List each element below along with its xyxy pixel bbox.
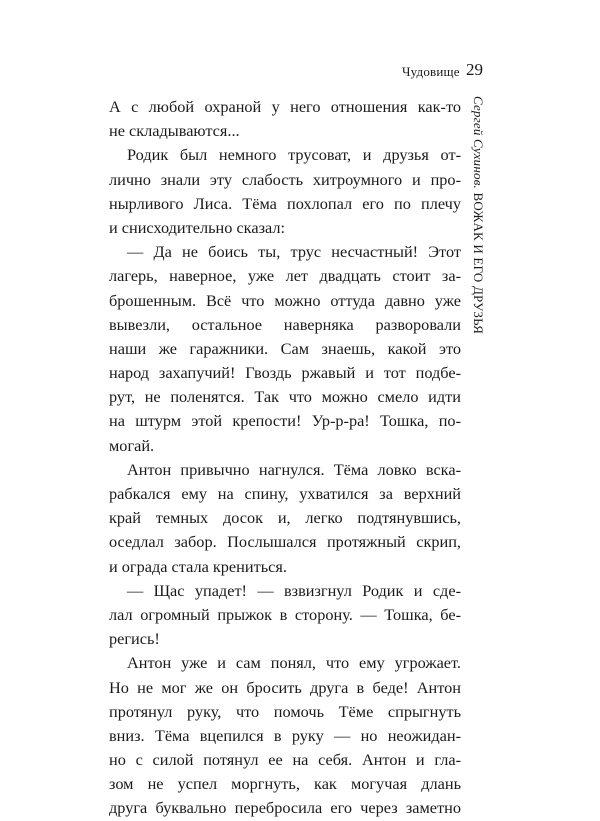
text-line: А с любой охраной у него отношения как-то bbox=[109, 97, 461, 116]
text-line: на штурм этой крепости! Ур-р-ра! Тошка, по- bbox=[109, 411, 461, 431]
text-line: рабкался ему на спину, ухватился за верхний bbox=[109, 484, 461, 503]
text-line: рут, не поленятся. Так что можно смело идти bbox=[109, 387, 461, 407]
text-line: наши же гаражники. Сам знаешь, какой это bbox=[109, 338, 461, 358]
text-line: могай. bbox=[109, 435, 155, 455]
text-line: лично знали эту слабость хитроумного и про- bbox=[109, 169, 461, 189]
text-line: вниз. Тёма вцепился в руку — но неожидан- bbox=[109, 725, 461, 745]
text-line: Антон уже и сам понял, что ему угрожает. bbox=[127, 653, 461, 673]
running-header bbox=[0, 60, 600, 84]
text-line: друга буквально перебросила его через заметно bbox=[109, 798, 461, 818]
side-book-title: ВОЖАК И ЕГО ДРУЗЬЯ bbox=[471, 192, 486, 334]
text-line: оседлал забор. Послышался протяжный скрип, bbox=[109, 532, 461, 552]
text-line: брошенным. Всё что можно оттуда давно уже bbox=[109, 290, 461, 310]
side-author: Сергей Сухинов. bbox=[471, 96, 486, 190]
text-line: народ захапучий! Гвоздь ржавый и тот подбе- bbox=[109, 363, 461, 383]
text-line: и ограда стала крениться. bbox=[109, 556, 287, 576]
text-line: Антон привычно нагнулся. Тёма ловко вска- bbox=[127, 459, 461, 479]
text-line: регись! bbox=[109, 629, 160, 649]
text-line: но с силой потянул ее на себя. Антон и гла- bbox=[109, 750, 461, 770]
body-text bbox=[109, 95, 461, 821]
page-number: 29 bbox=[466, 60, 483, 79]
text-line: зом не успел моргнуть, как могучая длань bbox=[109, 774, 461, 794]
text-line: лал огромный прыжок в сторону. — Тошка, бе- bbox=[109, 604, 461, 624]
side-running-title bbox=[470, 96, 486, 334]
text-line: нырливого Лиса. Тёма похлопал его по плечу bbox=[109, 193, 461, 213]
text-line: протянул руку, что помочь Тёме спрыгнуть bbox=[109, 701, 461, 721]
text-line: Но не мог же он бросить друга в беде! Антон bbox=[109, 677, 461, 697]
text-line: — Щас упадет! — взвизгнул Родик и сде- bbox=[127, 580, 461, 600]
text-line: Родик был немного трусоват, и друзья от- bbox=[127, 145, 461, 165]
chapter-title: Чудовище bbox=[402, 64, 460, 79]
text-line: и снисходительно сказал: bbox=[109, 217, 286, 237]
text-line: лагерь, наверное, уже лет двадцать стоит за- bbox=[109, 266, 461, 286]
text-line: вывезли, остальное наверняка разворовали bbox=[109, 314, 461, 334]
text-line: край темных досок и, легко подтянувшись, bbox=[109, 508, 461, 528]
text-line: — Да не боись ты, трус несчастный! Этот bbox=[127, 242, 461, 262]
text-line: не складываются... bbox=[109, 121, 240, 141]
